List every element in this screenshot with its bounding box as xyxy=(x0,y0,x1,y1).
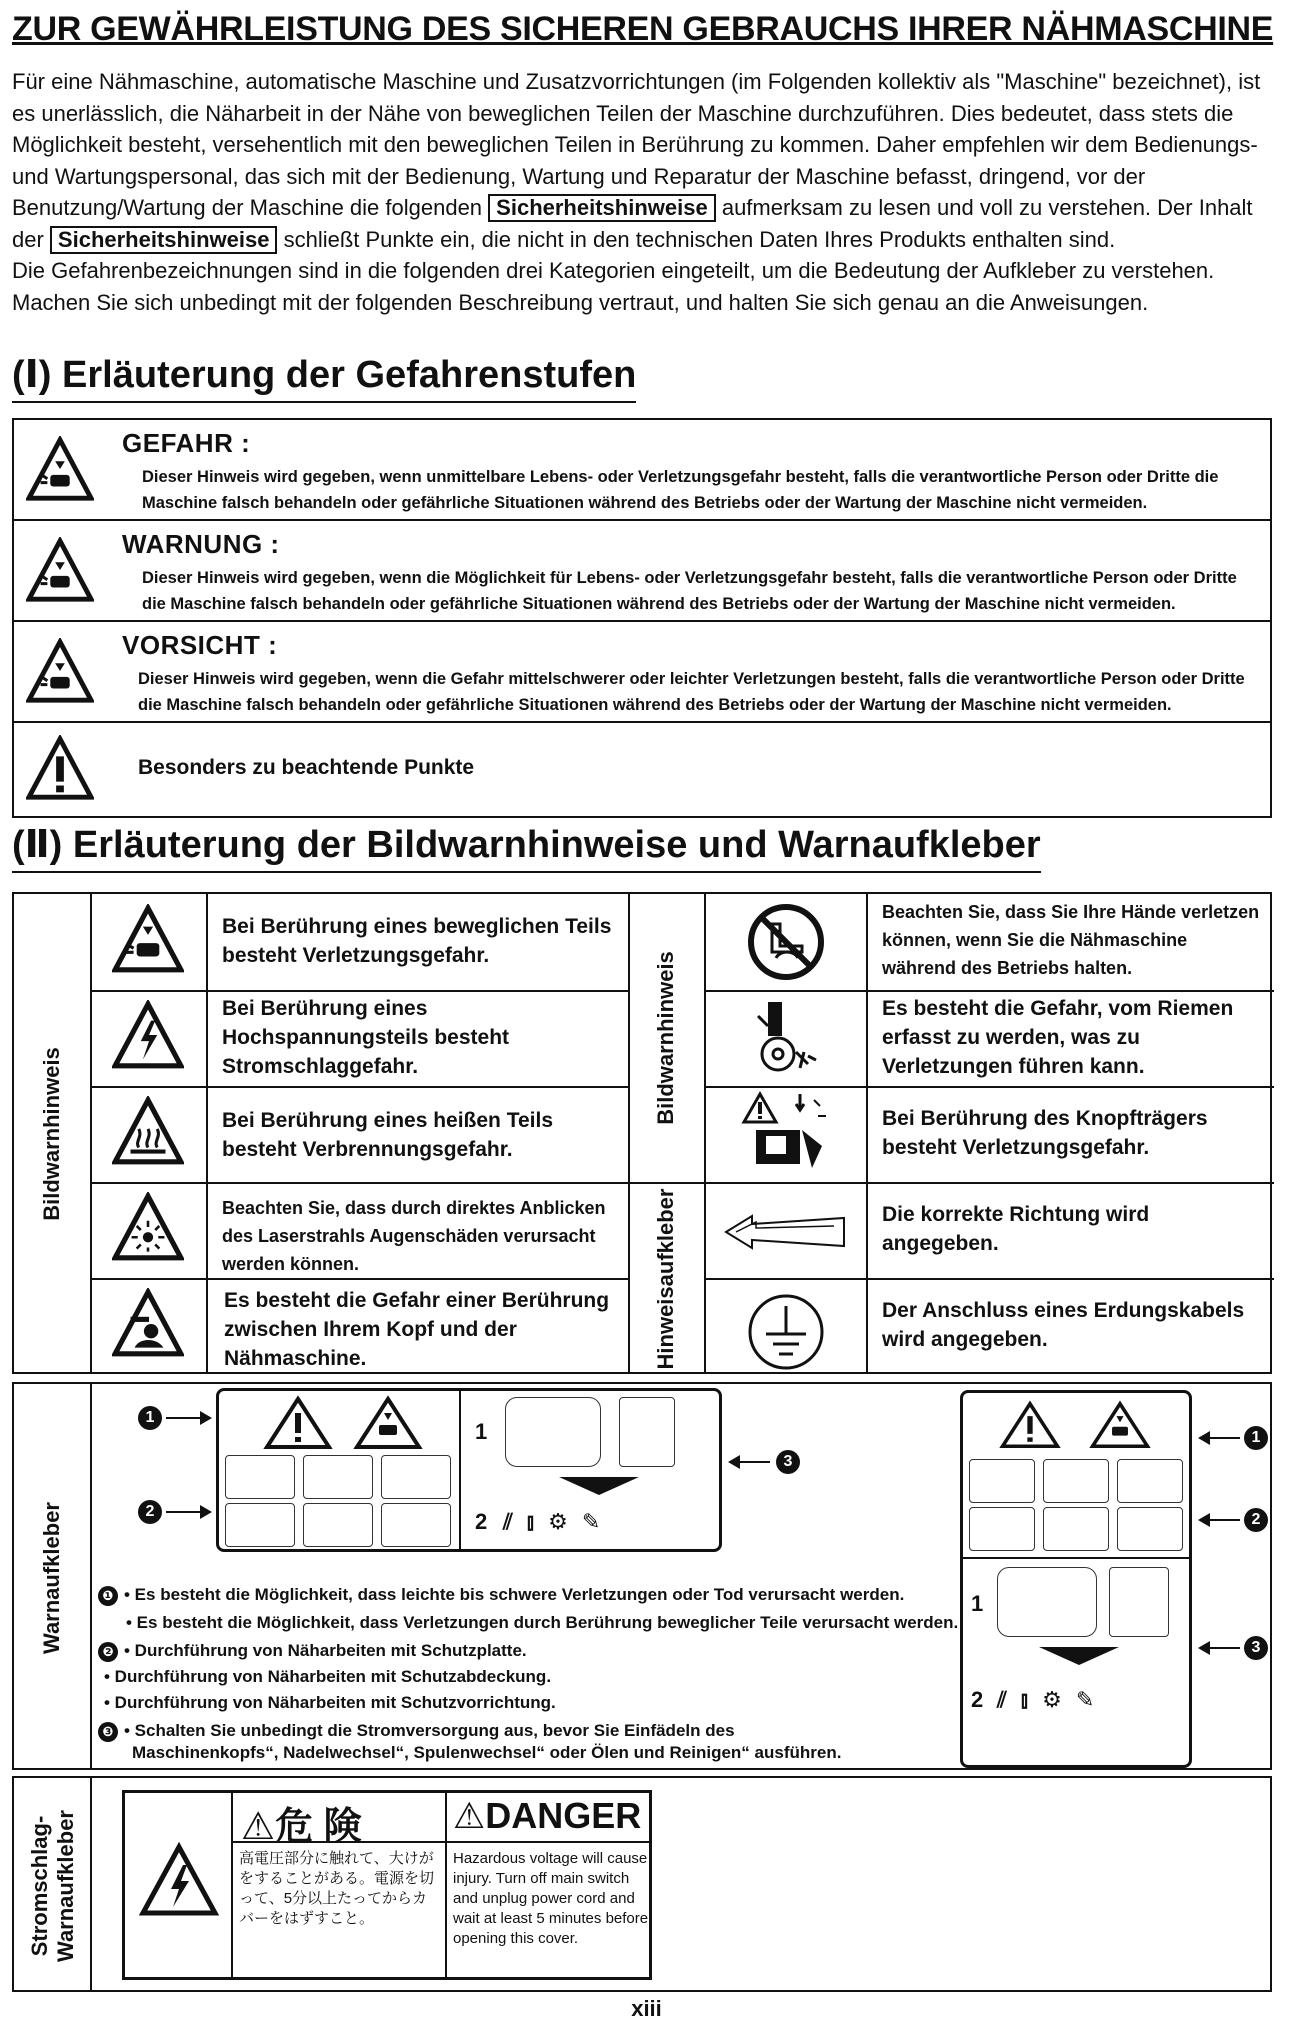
caution-label: VORSICHT : xyxy=(122,630,278,660)
laser-text: Beachten Sie, dass durch direktes Anblicken des Laserstrahls Augenschäden verursacht werden können. xyxy=(222,1198,606,1274)
moving-parts-icon xyxy=(112,904,184,976)
pictogram-table xyxy=(12,892,1272,1374)
danger-levels-table xyxy=(12,418,1272,818)
note-2c: • Durchführung von Näharbeiten mit Schutzvorrichtung. xyxy=(104,1693,556,1712)
warning-sticker-panel xyxy=(12,1382,1272,1770)
laser-beam-icon xyxy=(112,1192,184,1264)
note-1a: ❶ • Es besteht die Möglichkeit, dass leichte bis schwere Verletzungen oder Tod verursacht werden. xyxy=(98,1584,904,1606)
ground-text: Der Anschluss eines Erdungskabels wird angegeben. xyxy=(882,1299,1245,1351)
belt-text: Es besteht die Gefahr, vom Riemen erfasst zu werden, was zu Verletzungen führen kann. xyxy=(882,997,1234,1078)
exclamation-warning-icon xyxy=(26,735,94,803)
note-3b: Maschinenkopfs“, Nadelwechsel“, Spulenwechsel“ oder Ölen und Reinigen“ ausführen. xyxy=(132,1743,842,1762)
warning-text: Dieser Hinweis wird gegeben, wenn die Möglichkeit für Lebens- oder Verletzungsgefahr besteht, falls die verantwortliche Person oder Dritte die Maschine falsch behandeln oder gefährliche Situationen während des Betriebs oder der Wartung der Maschine nicht vermeiden. xyxy=(142,569,1237,613)
section-1-heading: (Ⅰ) Erläuterung der Gefahrenstufen xyxy=(12,352,636,403)
note-2a: ❷ • Durchführung von Näharbeiten mit Schutzplatte. xyxy=(98,1640,527,1662)
moving-parts-warning-icon xyxy=(353,1395,423,1451)
belt-entanglement-icon xyxy=(744,996,828,1080)
danger-row-warnung xyxy=(14,521,1270,622)
danger-row-special xyxy=(14,723,1270,818)
page-title: ZUR GEWÄHRLEISTUNG DES SICHEREN GEBRAUCHS IHRER NÄHMASCHINE xyxy=(12,10,1274,48)
button-holder-text: Bei Berührung des Knopfträgers besteht Verletzungsgefahr. xyxy=(882,1107,1208,1159)
special-points-text: Besonders zu beachtende Punkte xyxy=(138,756,475,779)
danger-sticker xyxy=(122,1790,652,1980)
danger-title-en: ⚠DANGER xyxy=(453,1795,642,1836)
head-contact-text: Es besteht die Gefahr einer Berührung zwischen Ihrem Kopf und der Nähmaschine. xyxy=(224,1289,610,1370)
shock-sticker-side-label-2: Warnaufkleber xyxy=(53,1809,78,1963)
down-arrow-icon xyxy=(1039,1647,1119,1665)
callout-2-right: 2 xyxy=(1244,1508,1268,1532)
info-sticker-label: Hinweisaufkleber xyxy=(653,1188,678,1370)
intro-text: Für eine Nähmaschine, automatische Maschine und Zusatzvorrichtungen (im Folgenden kollektiv als "Maschine" bezeichnet), ist es unerlässlich, die Näharbeit in der Nähe von beweglichen Teilen der Maschine durchzuführen. Dies bedeutet, dass stets die Möglichkeit besteht, versehentlich mit den beweglichen Teilen in Berührung zu kommen. Daher empfehlen wir dem Bedienungs- und Wartungspersonal, das sich mit der Bedienung, Wartung und Reparatur der Maschine befasst, dringend, vor der Benutzung/Wartung der Maschine die folgenden Sicherheitshinweise aufmerksam zu lesen und voll zu verstehen. Der Inhalt der Sicherheitshinweise schließt Punkte ein, die nicht in den technischen Daten Ihres Produkts enthalten sind. Die Gefahrenbezeichnungen sind in die folgenden drei Kategorien eingeteilt, um die Bedeutung der Aufkleber zu verstehen. Machen Sie sich unbedingt mit der folgenden Beschreibung vertraut, und halten Sie sich genau an die Anweisungen. xyxy=(12,69,1261,315)
high-voltage-icon xyxy=(139,1841,219,1921)
ground-connection-icon xyxy=(746,1292,826,1372)
moving-parts-warning-icon xyxy=(26,537,94,605)
warning-sticker-right: 1 2 ⫽ ⫾ ⚙ ✎ xyxy=(960,1390,1192,1768)
exclamation-warning-icon xyxy=(263,1395,333,1451)
danger-text: Dieser Hinweis wird gegeben, wenn unmittelbare Lebens- oder Verletzungsgefahr besteht, falls die verantwortliche Person oder Dritte die Maschine falsch behandeln oder gefährliche Situationen während des Betriebs oder der Wartung der Maschine nicht vermeiden. xyxy=(142,468,1219,512)
callout-3: 3 xyxy=(776,1450,800,1474)
caution-text: Dieser Hinweis wird gegeben, wenn die Gefahr mittelschwerer oder leichter Verletzungen besteht, falls die verantwortliche Person oder Dritte die Maschine falsch behandeln oder gefährliche Situationen während des Betriebs oder der Wartung der Maschine nicht vermeiden. xyxy=(138,670,1245,714)
page-number: xiii xyxy=(631,1996,662,2021)
pictogram-side-label: Bildwarnhinweis xyxy=(39,1047,64,1221)
danger-text-en: Hazardous voltage will cause injury. Turn off main switch and unplug power cord and wait at least 5 minutes before opening this cover. xyxy=(453,1850,649,1947)
danger-title-jp: ⚠危 険 xyxy=(241,1806,362,1848)
moving-parts-warning-icon xyxy=(1089,1399,1151,1451)
no-hand-hold-icon xyxy=(746,902,826,982)
warning-label: WARNUNG : xyxy=(122,529,280,559)
danger-row-gefahr xyxy=(14,420,1270,521)
warning-sticker-side-label: Warnaufkleber xyxy=(39,1501,64,1655)
high-voltage-icon xyxy=(112,1000,184,1072)
pictogram-mid-label: Bildwarnhinweis xyxy=(653,951,678,1125)
direction-arrow-icon xyxy=(722,1212,850,1252)
exclamation-warning-icon xyxy=(999,1399,1061,1451)
moving-parts-warning-icon xyxy=(26,436,94,504)
down-arrow-icon xyxy=(559,1477,639,1495)
note-3a: ❸ • Schalten Sie unbedingt die Stromversorgung aus, bevor Sie Einfädeln des xyxy=(98,1720,735,1742)
hot-surface-text: Bei Berührung eines heißen Teils besteht Verbrennungsgefahr. xyxy=(222,1109,554,1161)
danger-label: GEFAHR : xyxy=(122,428,251,458)
shock-sticker-side-label-1: Stromschlag- xyxy=(27,1815,52,1957)
electric-shock-sticker-panel xyxy=(12,1776,1272,1992)
callout-1-right: 1 xyxy=(1244,1426,1268,1450)
hot-surface-icon xyxy=(112,1096,184,1168)
head-contact-icon xyxy=(112,1288,184,1360)
note-2b: • Durchführung von Näharbeiten mit Schutzabdeckung. xyxy=(104,1667,552,1686)
maintenance-symbols: ⫽ ⫾ ⚙ ✎ xyxy=(997,1687,1099,1712)
moving-parts-warning-icon xyxy=(26,638,94,706)
high-voltage-text: Bei Berührung eines Hochspannungsteils besteht Stromschlaggefahr. xyxy=(222,997,510,1078)
moving-parts-text: Bei Berührung eines beweglichen Teils besteht Verletzungsgefahr. xyxy=(222,915,612,967)
danger-row-vorsicht xyxy=(14,622,1270,723)
direction-text: Die korrekte Richtung wird angegeben. xyxy=(882,1203,1150,1255)
safety-notice-box-2: Sicherheitshinweise xyxy=(50,226,278,254)
danger-text-jp: 高電圧部分に触れて、大けがをすることがある。電源を切って、5分以上たってからカバーをはずすこと。 xyxy=(239,1850,435,1927)
no-hand-hold-text: Beachten Sie, dass Sie Ihre Hände verletzen können, wenn Sie die Nähmaschine während des Betriebs halten. xyxy=(882,902,1260,978)
section-2-heading: (Ⅱ) Erläuterung der Bildwarnhinweise und Warnaufkleber xyxy=(12,822,1041,873)
note-1b: • Es besteht die Möglichkeit, dass Verletzungen durch Berührung beweglicher Teile verursacht werden. xyxy=(126,1613,959,1632)
callout-3-right: 3 xyxy=(1244,1636,1268,1660)
callout-2: 2 xyxy=(138,1500,162,1524)
maintenance-symbols: ⫽ ⫾ ⚙ ✎ xyxy=(503,1509,605,1534)
button-holder-icon xyxy=(740,1090,832,1178)
callout-1: 1 xyxy=(138,1406,162,1430)
warning-sticker-left: 1 2 ⫽ ⫾ ⚙ ✎ xyxy=(216,1388,722,1552)
safety-notice-box-1: Sicherheitshinweise xyxy=(488,194,716,222)
